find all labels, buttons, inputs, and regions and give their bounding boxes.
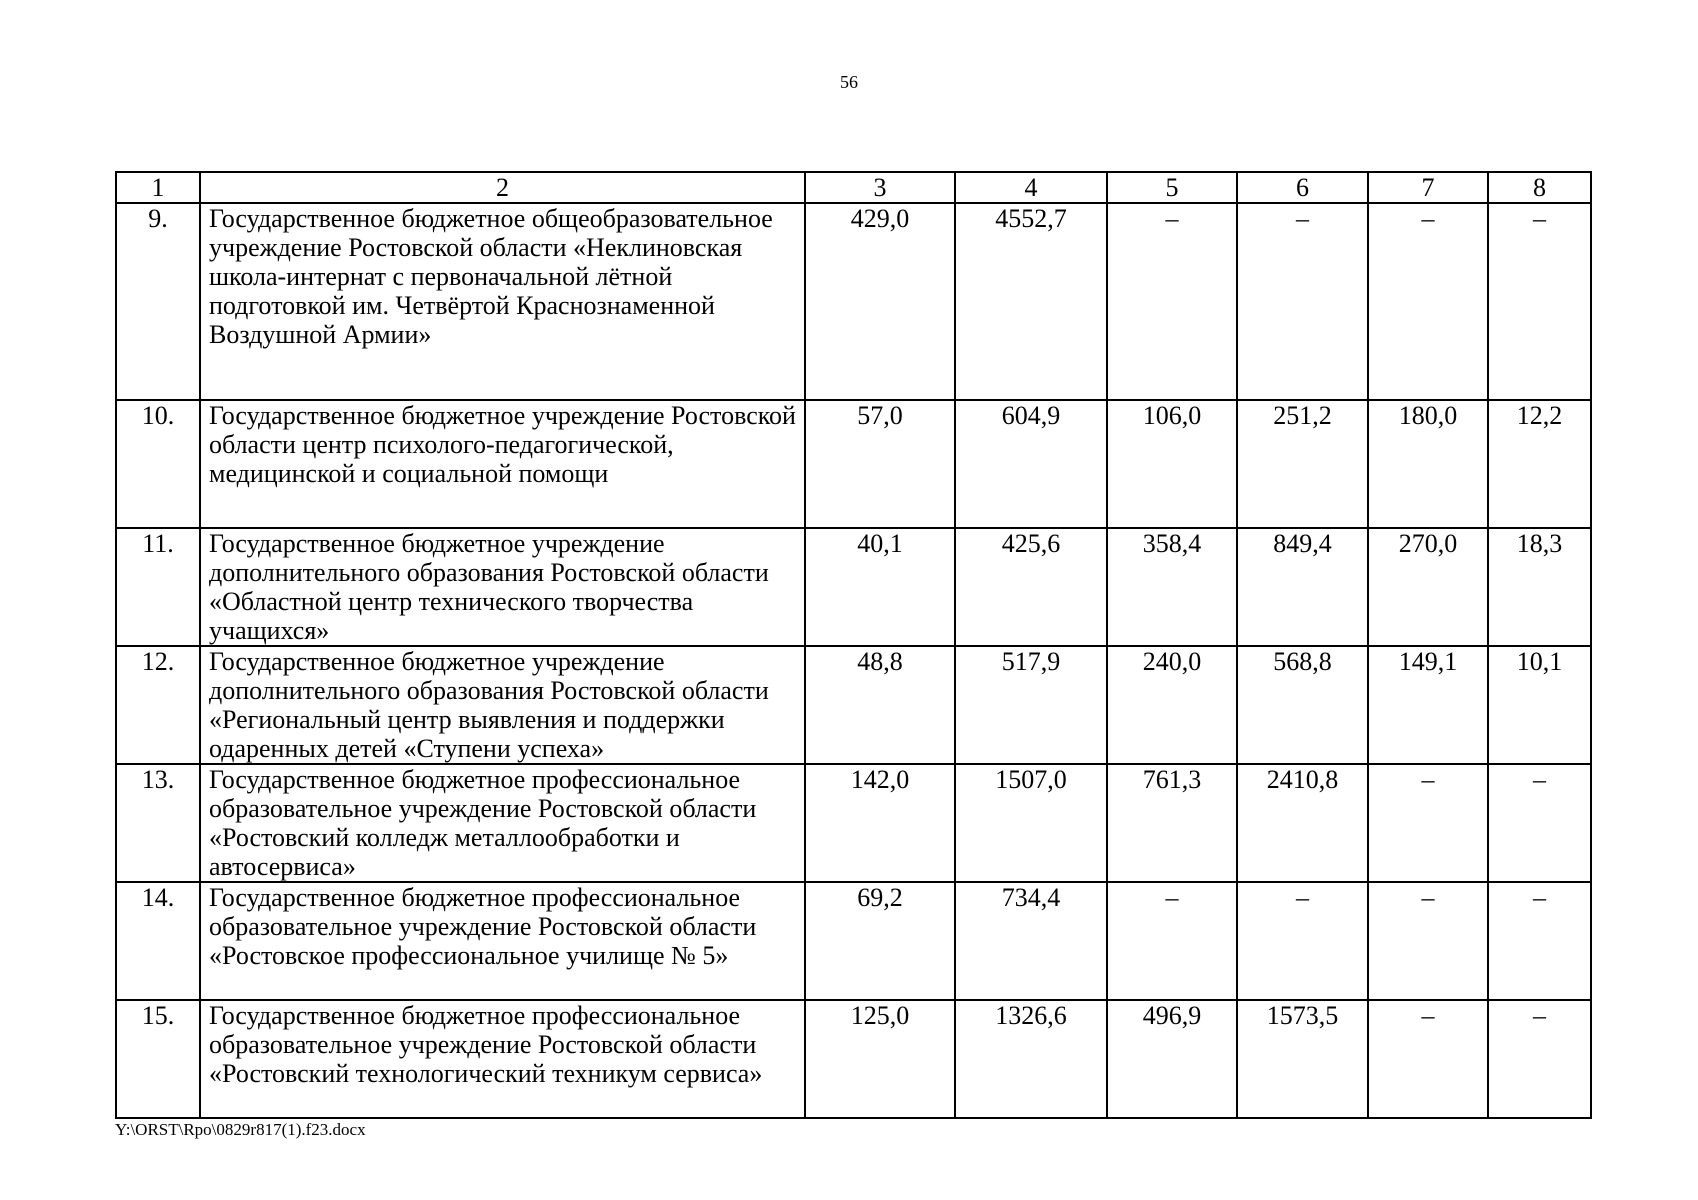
table-row	[116, 646, 1591, 764]
table-row	[116, 764, 1591, 882]
row-number: 13.	[116, 764, 200, 882]
institution-name: Государственное бюджетное профессиональное образовательное учреждение Ростовской области «Ростовский колледж металлообработки и автосервиса»	[200, 764, 805, 882]
value-cell: 425,6	[955, 528, 1107, 646]
value-cell: 517,9	[955, 646, 1107, 764]
institution-name: Государственное бюджетное учреждение Ростовской области центр психолого-педагогической, медицинской и социальной помощи	[200, 400, 805, 528]
value-cell: 604,9	[955, 400, 1107, 528]
institution-name: Государственное бюджетное профессиональное образовательное учреждение Ростовской области «Ростовский технологический техникум сервиса»	[200, 1000, 805, 1118]
value-cell: 761,3	[1107, 764, 1237, 882]
value-cell: –	[1368, 1000, 1488, 1118]
table-row	[116, 528, 1591, 646]
value-cell: 10,1	[1488, 646, 1591, 764]
value-cell: –	[1488, 764, 1591, 882]
institution-name: Государственное бюджетное профессиональное образовательное учреждение Ростовской области «Ростовское профессиональное училище № 5»	[200, 882, 805, 1000]
value-cell: –	[1237, 203, 1368, 400]
value-cell: –	[1107, 882, 1237, 1000]
institution-name: Государственное бюджетное учреждение дополнительного образования Ростовской области «Областной центр технического творчества учащихся»	[200, 528, 805, 646]
value-cell: 180,0	[1368, 400, 1488, 528]
column-header: 8	[1488, 172, 1591, 203]
value-cell: 270,0	[1368, 528, 1488, 646]
institution-name: Государственное бюджетное общеобразовательное учреждение Ростовской области «Неклиновская школа-интернат с первоначальной лётной подготовкой им. Четвёртой Краснознаменной Воздушной Армии»	[200, 203, 805, 400]
data-table	[115, 171, 1592, 1119]
column-header: 2	[200, 172, 805, 203]
column-header: 3	[805, 172, 955, 203]
row-number: 9.	[116, 203, 200, 400]
value-cell: –	[1488, 882, 1591, 1000]
value-cell: 106,0	[1107, 400, 1237, 528]
value-cell: –	[1488, 1000, 1591, 1118]
value-cell: 4552,7	[955, 203, 1107, 400]
page-number: 56	[840, 72, 858, 92]
value-cell: 18,3	[1488, 528, 1591, 646]
value-cell: 734,4	[955, 882, 1107, 1000]
value-cell: 1507,0	[955, 764, 1107, 882]
value-cell: 149,1	[1368, 646, 1488, 764]
value-cell: –	[1237, 882, 1368, 1000]
value-cell: –	[1368, 882, 1488, 1000]
table-row	[116, 882, 1591, 1000]
column-header: 4	[955, 172, 1107, 203]
value-cell: –	[1368, 764, 1488, 882]
value-cell: 849,4	[1237, 528, 1368, 646]
table-row	[116, 1000, 1591, 1118]
row-number: 14.	[116, 882, 200, 1000]
row-number: 11.	[116, 528, 200, 646]
value-cell: 2410,8	[1237, 764, 1368, 882]
value-cell: –	[1488, 203, 1591, 400]
value-cell: 12,2	[1488, 400, 1591, 528]
value-cell: 1573,5	[1237, 1000, 1368, 1118]
value-cell: 240,0	[1107, 646, 1237, 764]
value-cell: 69,2	[805, 882, 955, 1000]
value-cell: 1326,6	[955, 1000, 1107, 1118]
value-cell: 48,8	[805, 646, 955, 764]
value-cell: 568,8	[1237, 646, 1368, 764]
table-header-row	[116, 172, 1591, 203]
value-cell: 40,1	[805, 528, 955, 646]
row-number: 12.	[116, 646, 200, 764]
value-cell: 358,4	[1107, 528, 1237, 646]
value-cell: –	[1107, 203, 1237, 400]
value-cell: 57,0	[805, 400, 955, 528]
value-cell: –	[1368, 203, 1488, 400]
table-row	[116, 400, 1591, 528]
row-number: 15.	[116, 1000, 200, 1118]
column-header: 5	[1107, 172, 1237, 203]
table-row	[116, 203, 1591, 400]
value-cell: 496,9	[1107, 1000, 1237, 1118]
column-header: 1	[116, 172, 200, 203]
column-header: 6	[1237, 172, 1368, 203]
value-cell: 429,0	[805, 203, 955, 400]
document-file-path: Y:\ORST\Rpo\0829r817(1).f23.docx	[115, 1120, 366, 1139]
column-header: 7	[1368, 172, 1488, 203]
value-cell: 125,0	[805, 1000, 955, 1118]
value-cell: 251,2	[1237, 400, 1368, 528]
institution-name: Государственное бюджетное учреждение дополнительного образования Ростовской области «Региональный центр выявления и поддержки одаренных детей «Ступени успеха»	[200, 646, 805, 764]
value-cell: 142,0	[805, 764, 955, 882]
row-number: 10.	[116, 400, 200, 528]
